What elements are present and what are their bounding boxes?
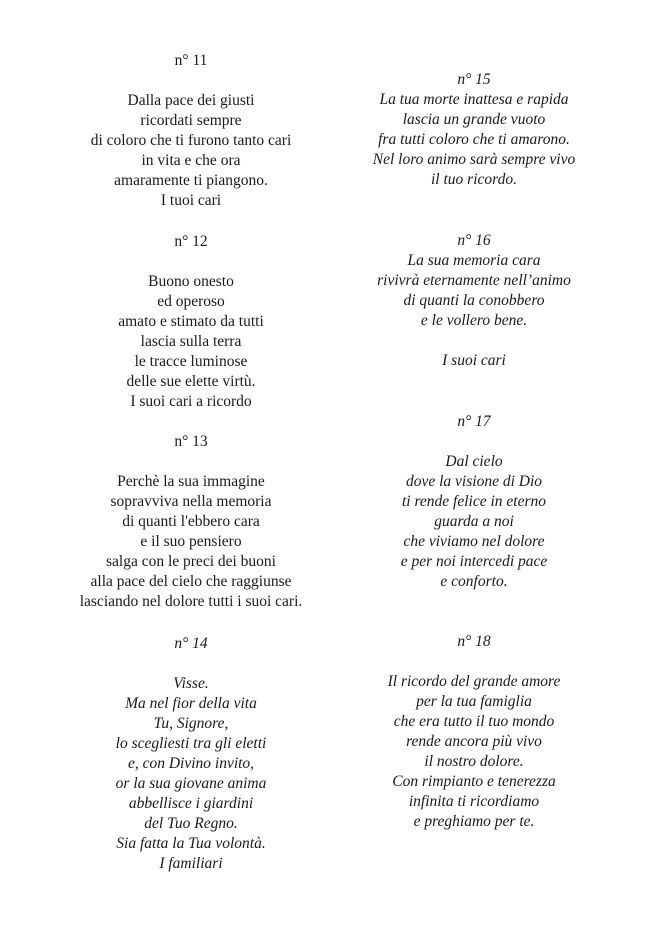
- poem-line: ricordati sempre: [140, 112, 242, 129]
- poem-line: lascia sulla terra: [140, 333, 242, 350]
- poem-line: che viviamo nel dolore: [403, 533, 545, 550]
- poem-line: La tua morte inattesa e rapida: [379, 91, 569, 108]
- poem-line: Visse.: [173, 675, 209, 692]
- poem-line: e le vollero bene.: [420, 312, 528, 329]
- poem-number: n° 12: [174, 233, 208, 250]
- poem-13: [35, 432, 347, 612]
- poem-line: delle sue elette virtù.: [126, 373, 256, 390]
- poem-line: e per noi intercedi pace: [400, 553, 548, 570]
- poem-line: Ma nel fior della vita: [125, 695, 257, 712]
- poem-line: abbellisce i giardini: [128, 795, 254, 812]
- poem-line: lascia un grande vuoto: [402, 111, 546, 128]
- poem-line: dove la visione di Dio: [405, 473, 543, 490]
- poem-line: La sua memoria cara: [407, 252, 541, 269]
- poem-line: le tracce luminose: [134, 353, 248, 370]
- poem-line: di quanti l'ebbero cara: [122, 513, 260, 530]
- poem-line: lasciando nel dolore tutti i suoi cari.: [79, 593, 303, 610]
- poem-14: [35, 634, 347, 874]
- poem-line: ed operoso: [157, 293, 225, 310]
- poem-line: fra tutti coloro che ti amarono.: [378, 131, 570, 148]
- poem-line: Dalla pace dei giusti: [127, 92, 255, 109]
- poem-18: [318, 632, 630, 832]
- poem-line: di coloro che ti furono tanto cari: [90, 132, 292, 149]
- poem-number: n° 13: [174, 433, 208, 450]
- poem-line: or la sua giovane anima: [115, 775, 267, 792]
- poem-line: sopravviva nella memoria: [110, 493, 272, 510]
- poem-line: Perchè la sua immagine: [117, 473, 265, 490]
- poem-line: per la tua famiglia: [416, 693, 532, 710]
- poem-number: n° 15: [457, 71, 491, 88]
- poem-11: [35, 51, 347, 211]
- poem-line: salga con le preci dei buoni: [105, 553, 276, 570]
- poem-line: Tu, Signore,: [153, 715, 229, 732]
- poem-line: Buono onesto: [148, 273, 234, 290]
- poem-line: I familiari: [159, 855, 223, 872]
- poem-17: [318, 412, 630, 592]
- poem-line: ti rende felice in eterno: [401, 493, 547, 510]
- poem-number: n° 18: [457, 633, 491, 650]
- poem-line: Sia fatta la Tua volontà.: [116, 835, 266, 852]
- poem-line: Con rimpianto e tenerezza: [392, 773, 556, 790]
- poem-line: e, con Divino invito,: [127, 755, 255, 772]
- poem-line: I suoi cari a ricordo: [130, 393, 252, 410]
- poem-line: amato e stimato da tutti: [118, 313, 264, 330]
- poem-line: I tuoi cari: [160, 192, 222, 209]
- poem-signature: I suoi cari: [442, 352, 506, 369]
- poem-line: e preghiamo per te.: [413, 813, 535, 830]
- poem-15: [318, 70, 630, 190]
- poem-line: di quanti la conobbero: [403, 292, 545, 309]
- poem-line: e il suo pensiero: [140, 533, 242, 550]
- poem-16: [318, 231, 630, 371]
- poem-line: Il ricordo del grande amore: [387, 673, 561, 690]
- poem-line: del Tuo Regno.: [144, 815, 238, 832]
- poem-line: infinita ti ricordiamo: [408, 793, 540, 810]
- poem-line: rivivrà eternamente nell’animo: [377, 272, 571, 289]
- poem-line: alla pace del cielo che raggiunse: [90, 573, 292, 590]
- poem-12: [35, 232, 347, 412]
- poem-line: il nostro dolore.: [424, 753, 524, 770]
- poem-line: amaramente ti piangono.: [114, 172, 268, 189]
- poem-line: lo scegliesti tra gli eletti: [115, 735, 267, 752]
- poem-number: n° 17: [457, 413, 491, 430]
- poem-line: che era tutto il tuo mondo: [393, 713, 555, 730]
- poem-line: Nel loro animo sarà sempre vivo: [372, 151, 576, 168]
- poem-line: rende ancora più vivo: [406, 733, 542, 750]
- poem-number: n° 14: [174, 635, 208, 652]
- poem-line: in vita e che ora: [141, 152, 241, 169]
- poem-line: Dal cielo: [445, 453, 503, 470]
- poem-line: e conforto.: [440, 573, 508, 590]
- poem-line: guarda a noi: [434, 513, 514, 530]
- poem-number: n° 11: [174, 52, 208, 69]
- poem-line: il tuo ricordo.: [431, 171, 517, 188]
- poem-number: n° 16: [457, 232, 491, 249]
